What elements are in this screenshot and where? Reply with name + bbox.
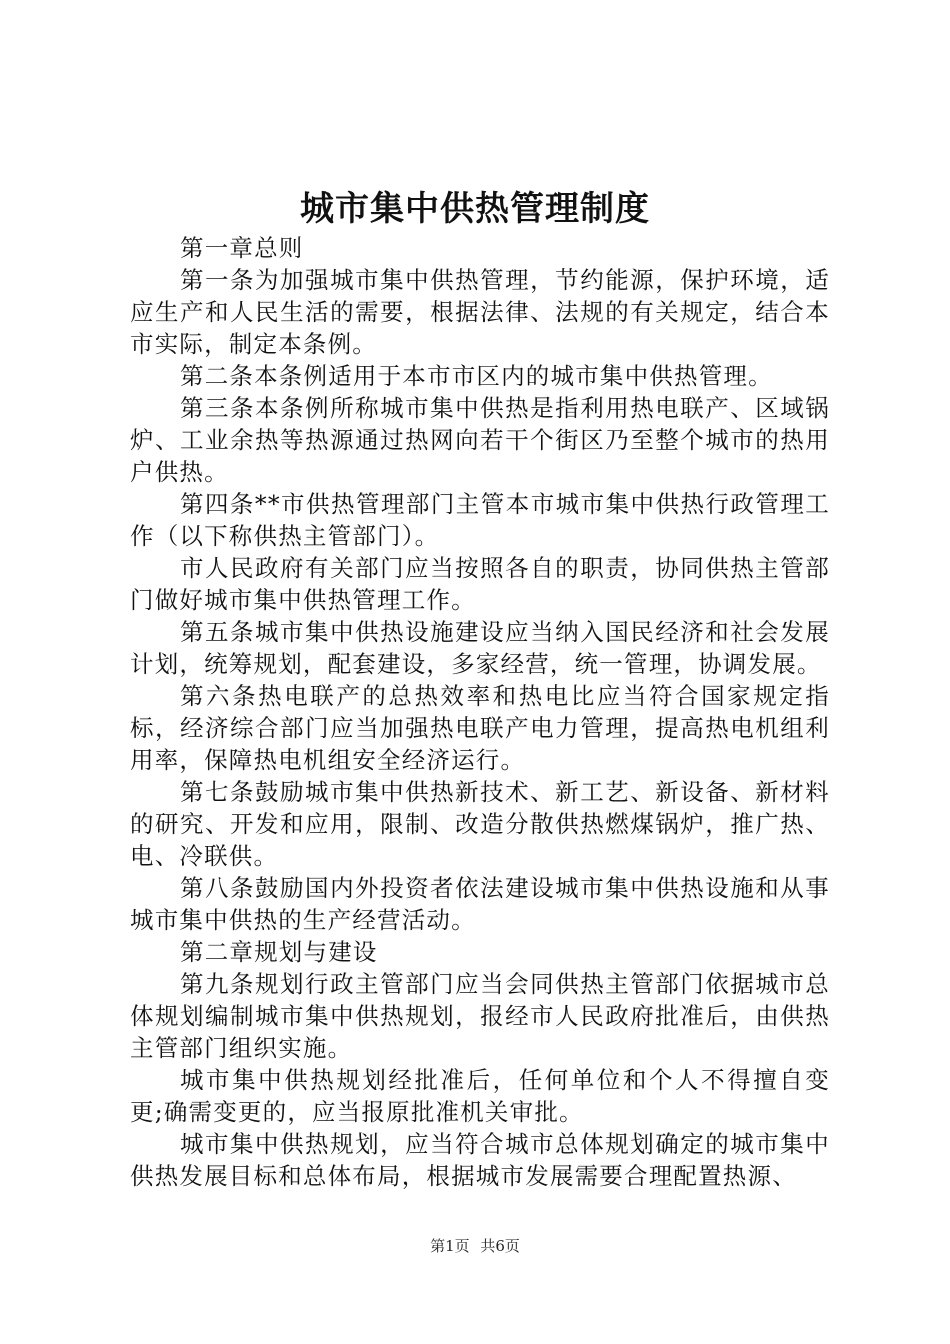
page-total: 共6页: [480, 1237, 520, 1255]
paragraph: 第七条鼓励城市集中供热新技术、新工艺、新设备、新材料的研究、开发和应用，限制、改造分散供热燃煤锅炉，推广热、电、冷联供。: [130, 778, 830, 870]
document-title: 城市集中供热管理制度: [300, 189, 650, 229]
paragraph: 市人民政府有关部门应当按照各自的职责，协同供热主管部门做好城市集中供热管理工作。: [130, 554, 830, 614]
paragraph: 第一章总则: [180, 234, 304, 262]
paragraph: 第二条本条例适用于本市市区内的城市集中供热管理。: [180, 362, 773, 390]
page-footer: [0, 1236, 950, 1256]
paragraph: 第四条**市供热管理部门主管本市城市集中供热行政管理工作（以下称供热主管部门）。: [130, 490, 830, 550]
paragraph: 城市集中供热规划经批准后，任何单位和个人不得擅自变更;确需变更的，应当报原批准机关审批。: [130, 1066, 830, 1126]
paragraph: 第六条热电联产的总热效率和热电比应当符合国家规定指标，经济综合部门应当加强热电联产电力管理，提高热电机组利用率，保障热电机组安全经济运行。: [130, 682, 830, 774]
paragraph: 第二章规划与建设: [180, 938, 378, 966]
page-number: 第1页: [430, 1237, 470, 1255]
paragraph: 城市集中供热规划，应当符合城市总体规划确定的城市集中供热发展目标和总体布局，根据城市发展需要合理配置热源、: [130, 1130, 830, 1190]
paragraph: 第八条鼓励国内外投资者依法建设城市集中供热设施和从事城市集中供热的生产经营活动。: [130, 874, 830, 934]
paragraph: 第一条为加强城市集中供热管理，节约能源，保护环境，适应生产和人民生活的需要，根据法律、法规的有关规定，结合本市实际，制定本条例。: [130, 266, 830, 358]
paragraph: 第五条城市集中供热设施建设应当纳入国民经济和社会发展计划，统筹规划，配套建设，多家经营，统一管理，协调发展。: [130, 618, 830, 678]
document-body: [130, 232, 830, 1192]
paragraph: 第三条本条例所称城市集中供热是指利用热电联产、区域锅炉、工业余热等热源通过热网向若干个街区乃至整个城市的热用户供热。: [130, 394, 830, 486]
paragraph: 第九条规划行政主管部门应当会同供热主管部门依据城市总体规划编制城市集中供热规划，报经市人民政府批准后，由供热主管部门组织实施。: [130, 970, 830, 1062]
